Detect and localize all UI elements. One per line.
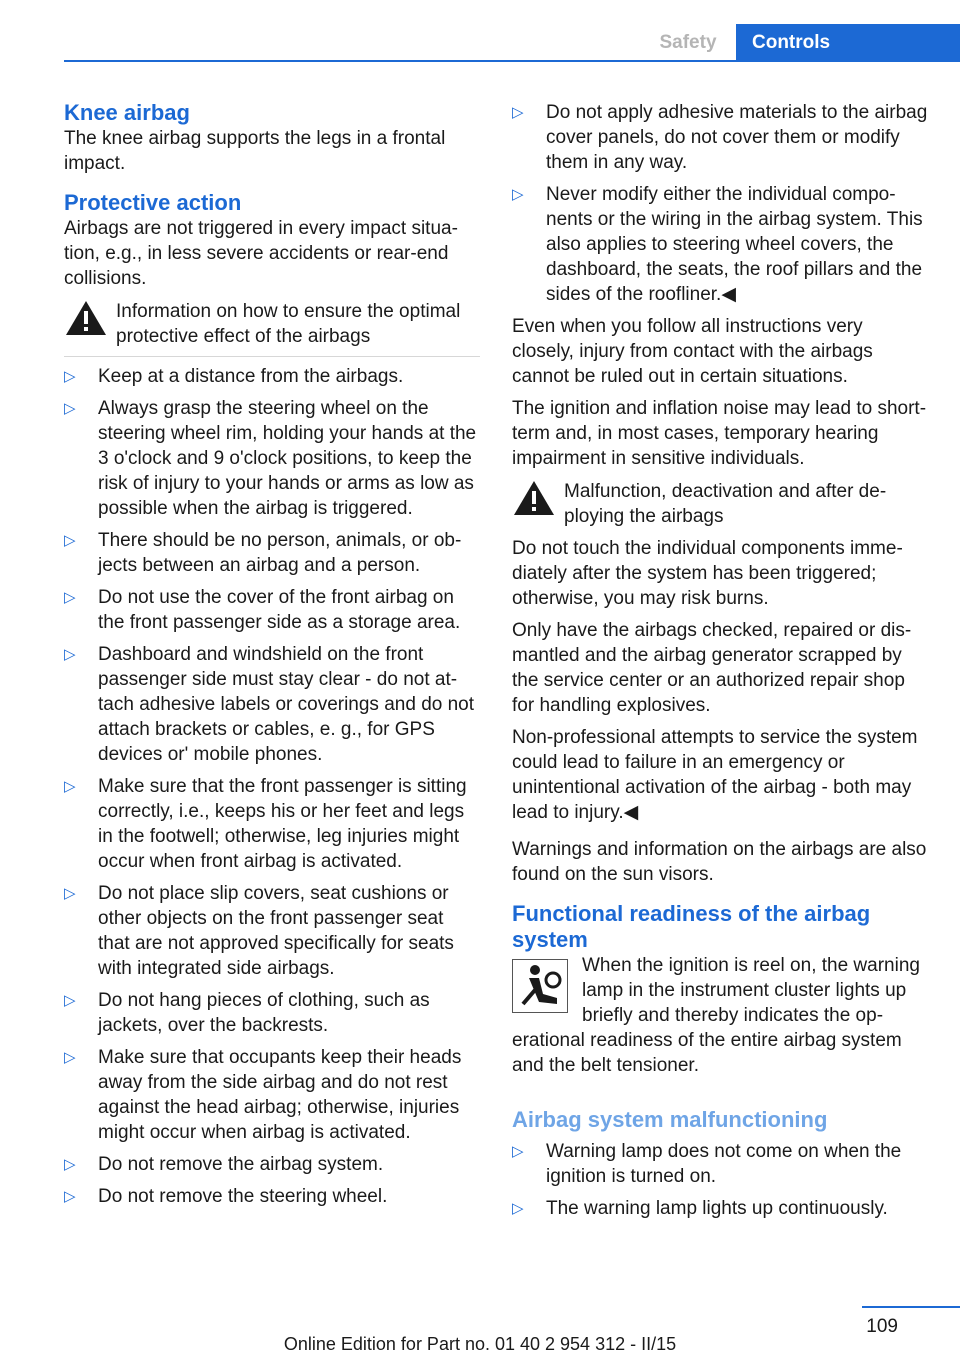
paragraph: Non-professional attempts to service the system could lead to failure in an emergency or unintentional activation of the airbag - both may lead to injury.◀ <box>512 727 918 823</box>
list-item: ▷ Do not remove the steering wheel. <box>64 1186 388 1207</box>
list-item: ▷ Warning lamp does not come on when the ignition is turned on. <box>512 1141 902 1187</box>
triangle-bullet-icon: ▷ <box>64 1188 76 1205</box>
triangle-bullet-icon: ▷ <box>64 589 76 606</box>
readiness-heading: Functional readiness of the airbag system <box>512 901 871 952</box>
footer-rule <box>862 1306 960 1308</box>
tab-controls[interactable]: Controls <box>736 24 960 62</box>
protective-action-heading: Protective action <box>64 190 242 215</box>
malfunction-list <box>512 1139 928 1221</box>
list-item: ▷ There should be no person, animals, or objects between an airbag and a person. <box>64 530 462 576</box>
triangle-bullet-icon: ▷ <box>64 368 76 385</box>
warning-triangle-icon <box>512 479 556 517</box>
triangle-bullet-icon: ▷ <box>64 1156 76 1173</box>
page-number: 109 <box>866 1316 898 1337</box>
paragraph: The ignition and inflation noise may lead to short-term and, in most cases, temporary hearing impairment in sensitive individuals. <box>512 398 927 469</box>
list-item: ▷ Always grasp the steering wheel on the steering wheel rim, holding your hands at the 3 o'clock and 9 o'clock positions, to keep the risk of injury to your hands or arms as low as possible when the airbag is triggered. <box>64 398 477 519</box>
list-item: ▷ Make sure that occupants keep their heads away from the side airbag and do not rest against the head airbag; otherwise, injuries might occur when airbag is activated. <box>64 1047 462 1143</box>
warning-note-text: Malfunction, deactivation and after deploying the airbags <box>564 481 887 527</box>
list-item: ▷ Do not use the cover of the front airbag on the front passenger side as a storage area. <box>64 587 461 633</box>
triangle-bullet-icon: ▷ <box>64 532 76 549</box>
paragraph: Only have the airbags checked, repaired or dismantled and the airbag generator scrapped by the service center or an authorized repair shop for handling explosives. <box>512 620 912 716</box>
left-column <box>64 100 480 1216</box>
safety-list-continued <box>512 100 928 307</box>
header-rule <box>64 60 960 62</box>
triangle-bullet-icon: ▷ <box>512 104 524 121</box>
safety-list <box>64 364 480 1209</box>
triangle-bullet-icon: ▷ <box>512 1143 524 1160</box>
list-item: ▷ Do not apply adhesive materials to the airbag cover panels, do not cover them or modify them in any way. <box>512 102 928 173</box>
readiness-block <box>512 953 928 1085</box>
readiness-text: When the ignition is reel on, the warning lamp in the instrument cluster lights up briefly and thereby indicates the operational readiness of the entire airbag system and the belt tensioner. <box>512 955 920 1076</box>
warning-note <box>64 299 480 349</box>
page-header <box>0 0 960 62</box>
knee-airbag-text: The knee airbag supports the legs in a frontal impact. <box>64 128 446 174</box>
triangle-bullet-icon: ▷ <box>64 885 76 902</box>
triangle-bullet-icon: ▷ <box>64 400 76 417</box>
list-item: ▷ Do not remove the airbag system. <box>64 1154 384 1175</box>
protective-action-text: Airbags are not triggered in every impact situation, e.g., in less severe accidents or rear-end collisions. <box>64 218 458 289</box>
warning-triangle-icon <box>64 299 108 337</box>
triangle-bullet-icon: ▷ <box>64 992 76 1009</box>
paragraph: Warnings and information on the airbags are also found on the sun visors. <box>512 839 927 885</box>
triangle-bullet-icon: ▷ <box>64 778 76 795</box>
list-item: ▷ Do not place slip covers, seat cushions or other objects on the front passenger seat that are not approved specifically for seats with integrated side airbags. <box>64 883 454 979</box>
edition-footer: Online Edition for Part no. 01 40 2 954 312 - II/15 <box>283 1334 677 1354</box>
airbag-indicator-icon <box>512 959 568 1013</box>
knee-airbag-heading: Knee airbag <box>64 100 190 125</box>
right-column <box>512 100 928 1228</box>
triangle-bullet-icon: ▷ <box>512 186 524 203</box>
triangle-bullet-icon: ▷ <box>64 1049 76 1066</box>
list-item: ▷ The warning lamp lights up continuously. <box>512 1198 888 1219</box>
triangle-bullet-icon: ▷ <box>64 646 76 663</box>
triangle-bullet-icon: ▷ <box>512 1200 524 1217</box>
warning-note-text: Information on how to ensure the optimal protective effect of the airbags <box>116 301 461 347</box>
paragraph: Even when you follow all instructions very closely, injury from contact with the airbags cannot be ruled out in certain situations. <box>512 316 873 387</box>
list-item: ▷ Keep at a distance from the airbags. <box>64 366 404 387</box>
list-item: ▷ Dashboard and windshield on the front passenger side must stay clear - do not attach adhesive labels or coverings and do not attach brackets or cables, e. g., for GPS devices or' mobile phones. <box>64 644 475 765</box>
warning-note <box>512 479 928 529</box>
tab-safety[interactable]: Safety <box>659 32 717 53</box>
list-item: ▷ Make sure that the front passenger is sitting correctly, i.e., keeps his or her feet and legs in the footwell; otherwise, leg injuries might occur when front airbag is activated. <box>64 776 467 872</box>
paragraph: Do not touch the individual components immediately after the system has been triggered; otherwise, you may risk burns. <box>512 538 903 609</box>
divider <box>64 356 480 357</box>
list-item: ▷ Do not hang pieces of clothing, such as jackets, over the backrests. <box>64 990 430 1036</box>
malfunction-heading: Airbag system malfunctioning <box>512 1107 828 1132</box>
list-item: ▷ Never modify either the individual components or the wiring in the airbag system. This also applies to steering wheel covers, the dashboard, the seats, the roof pillars and the sides of the roofliner.◀ <box>512 184 923 305</box>
